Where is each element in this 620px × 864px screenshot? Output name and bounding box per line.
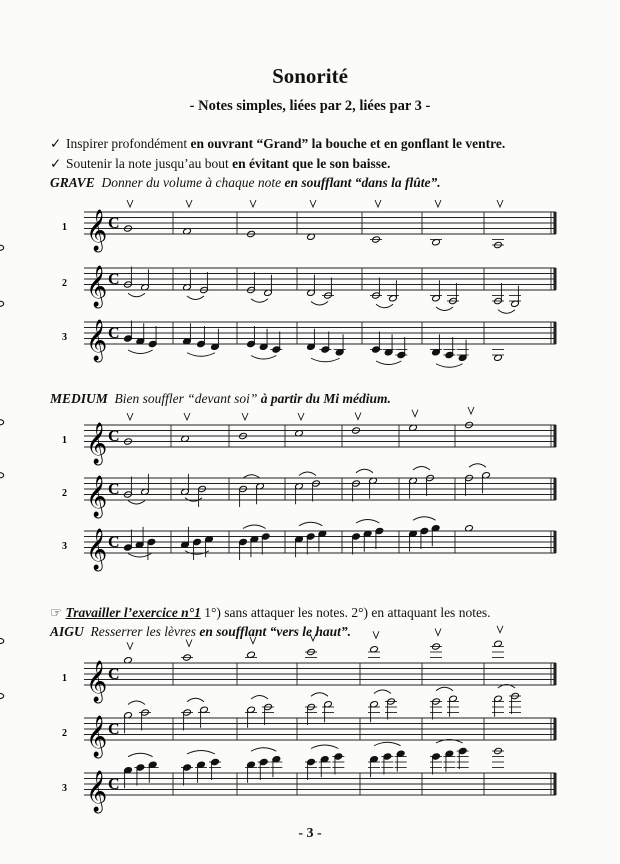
note-head: [0, 693, 4, 698]
slur: [413, 517, 436, 521]
breath-mark-icon: [310, 200, 316, 207]
slur: [187, 353, 215, 357]
common-time-icon: C: [108, 480, 120, 498]
common-time-icon: C: [108, 270, 120, 288]
section-grave-emph: en soufflant “dans la flûte”.: [284, 175, 441, 190]
breath-mark-icon: [298, 413, 304, 420]
treble-clef-icon: 𝄞: [86, 771, 108, 812]
page-number: - 3 -: [298, 826, 322, 841]
section-medium-label: MEDIUM: [50, 391, 108, 406]
final-barline-thick: [554, 425, 557, 447]
instruction-1-plain: Inspirer profondément: [66, 136, 191, 151]
final-barline-thick: [554, 663, 557, 685]
final-barline-thick: [554, 268, 557, 290]
treble-clef-icon: 𝄞: [86, 210, 108, 251]
breath-mark-icon: [497, 200, 503, 207]
slur: [356, 469, 373, 473]
slur: [413, 467, 430, 471]
breath-mark-icon: [373, 631, 379, 638]
slur: [299, 472, 316, 476]
slur: [469, 464, 486, 468]
slur: [498, 310, 515, 314]
section-grave-label: GRAVE: [50, 175, 95, 190]
exercise-note-text: 1°) sans attaquer les notes. 2°) en attaquant les notes.: [200, 605, 491, 620]
slur: [299, 522, 322, 526]
common-time-icon: C: [108, 775, 120, 793]
check-icon: ✓: [50, 156, 62, 171]
slur: [251, 748, 276, 752]
row-number: 3: [62, 540, 67, 552]
breath-mark-icon: [242, 413, 248, 420]
slur: [311, 745, 338, 749]
breath-mark-icon: [435, 629, 441, 636]
slur: [374, 742, 401, 746]
slur: [251, 356, 276, 360]
slur: [187, 698, 204, 702]
slur: [311, 302, 328, 306]
section-aigu-emph: en soufflant “vers le haut”.: [199, 624, 352, 639]
breath-mark-icon: [250, 200, 256, 207]
breath-mark-icon: [497, 626, 503, 633]
final-barline-thick: [554, 773, 557, 795]
slur: [376, 361, 401, 365]
common-time-icon: C: [108, 214, 120, 232]
treble-clef-icon: 𝄞: [86, 423, 108, 464]
slur: [128, 350, 153, 354]
treble-clef-icon: 𝄞: [86, 476, 108, 517]
row-number: 1: [62, 221, 67, 233]
breath-mark-icon: [310, 634, 316, 641]
page-subtitle: - Notes simples, liées par 2, liées par 3 -: [189, 98, 431, 114]
slur: [356, 520, 379, 524]
instruction-2-plain: Soutenir la note jusqu’au bout: [66, 156, 233, 171]
slur: [128, 753, 153, 757]
note-head: [0, 245, 4, 250]
breath-mark-icon: [435, 200, 441, 207]
treble-clef-icon: 𝄞: [86, 266, 108, 307]
treble-clef-icon: 𝄞: [86, 661, 108, 702]
pointing-hand-icon: ☞: [50, 605, 63, 620]
slur: [187, 296, 204, 300]
section-aigu-text: Resserrer les lèvres: [90, 624, 200, 639]
breath-mark-icon: [186, 200, 192, 207]
slur: [436, 364, 463, 368]
breath-mark-icon: [184, 413, 190, 420]
common-time-icon: C: [108, 427, 120, 445]
slur: [436, 307, 453, 311]
slur: [374, 690, 391, 694]
breath-mark-icon: [250, 637, 256, 644]
breath-mark-icon: [127, 413, 133, 420]
slur: [187, 751, 215, 755]
instruction-2-bold: en évitant que le son baisse.: [232, 156, 391, 171]
final-barline-thick: [554, 322, 557, 344]
note-head: [0, 420, 4, 425]
slur: [251, 299, 268, 303]
final-barline-thick: [554, 531, 557, 553]
breath-mark-icon: [186, 640, 192, 647]
row-number: 2: [62, 727, 67, 739]
treble-clef-icon: 𝄞: [86, 529, 108, 570]
page-title: Sonorité: [272, 64, 348, 88]
row-number: 3: [62, 782, 67, 794]
note-head: [0, 638, 4, 643]
section-medium-text: Bien souffler “devant soi”: [114, 391, 261, 406]
common-time-icon: C: [108, 720, 120, 738]
row-number: 2: [62, 487, 67, 499]
breath-mark-icon: [127, 642, 133, 649]
check-icon: ✓: [50, 136, 62, 151]
slur: [128, 501, 145, 505]
slur: [243, 525, 266, 529]
slur: [376, 304, 393, 308]
slur: [185, 498, 202, 502]
final-barline-thick: [554, 212, 557, 234]
instruction-1-bold: en ouvrant “Grand” la bouche et en gonflant le ventre.: [190, 136, 506, 151]
section-aigu-label: AIGU: [50, 624, 84, 639]
common-time-icon: C: [108, 324, 120, 342]
slur: [311, 693, 328, 697]
slur: [128, 701, 145, 705]
common-time-icon: C: [108, 533, 120, 551]
slur: [128, 293, 145, 297]
slur: [251, 696, 268, 700]
breath-mark-icon: [375, 200, 381, 207]
final-barline-thick: [554, 478, 557, 500]
row-number: 3: [62, 331, 67, 343]
treble-clef-icon: 𝄞: [86, 320, 108, 361]
common-time-icon: C: [108, 665, 120, 683]
section-medium-emph: à partir du Mi médium.: [260, 391, 391, 406]
slur: [436, 687, 453, 691]
section-grave-text: Donner du volume à chaque note: [101, 175, 285, 190]
breath-mark-icon: [412, 410, 418, 417]
breath-mark-icon: [355, 413, 361, 420]
row-number: 2: [62, 277, 67, 289]
row-number: 1: [62, 434, 67, 446]
breath-mark-icon: [468, 407, 474, 414]
slur: [311, 358, 340, 362]
treble-clef-icon: 𝄞: [86, 716, 108, 757]
breath-mark-icon: [127, 200, 133, 207]
final-barline-thick: [554, 718, 557, 740]
note-head: [0, 473, 4, 478]
exercise-link: Travailler l’exercice n°1: [65, 605, 201, 620]
note-head: [0, 301, 4, 306]
row-number: 1: [62, 672, 67, 684]
